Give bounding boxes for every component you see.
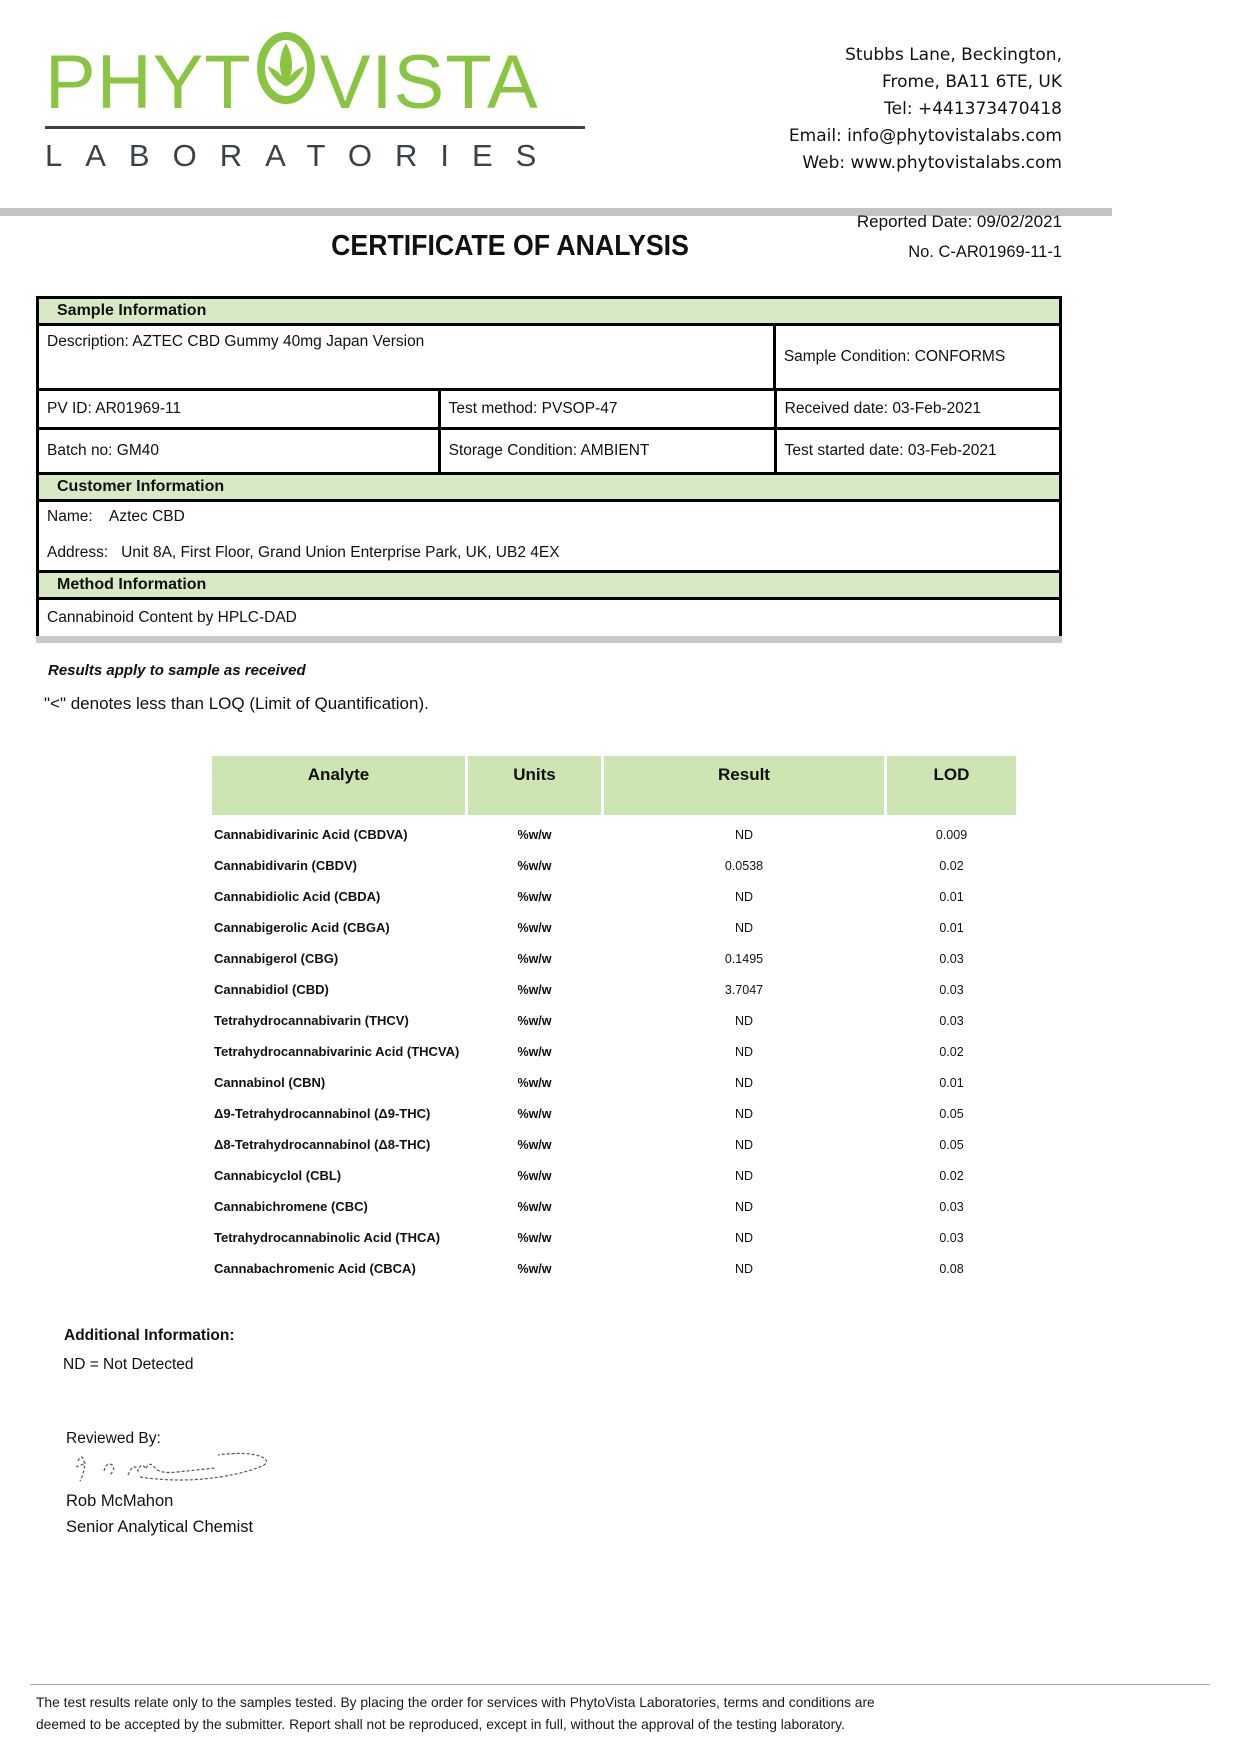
table-row [212,1191,1016,1222]
table-row [212,1253,1016,1284]
lod-value: 0.02 [939,1168,964,1183]
table-row [212,1222,1016,1253]
customer-address: Address: Unit 8A, First Floor, Grand Union Enterprise Park, UK, UB2 4EX [47,544,560,561]
table-row [212,1005,1016,1036]
lod-value: 0.01 [939,1075,964,1090]
reviewer-name: Rob McMahon [66,1492,174,1510]
table-row [212,1129,1016,1160]
lod-value: 0.009 [935,827,968,842]
lod-value: 0.03 [939,951,964,966]
sample-batch-row [36,427,1062,475]
signature-image [70,1447,280,1498]
result-value: ND [734,1261,754,1276]
lod-value: 0.02 [939,1044,964,1059]
result-value: 0.0538 [724,858,764,873]
units-value: %w/w [517,1168,552,1183]
analyte-name: Cannabigerolic Acid (CBGA) [214,920,390,935]
sample-description: Description: AZTEC CBD Gummy 40mg Japan Version [47,333,425,350]
footer-disclaimer-line1: The test results relate only to the samples tested. By placing the order for services with PhytoVista Laboratories, terms and conditions are [36,1695,875,1710]
footer-disclaimer-line2: deemed to be accepted by the submitter. Report shall not be reproduced, except in full, without the approval of the testing laboratory. [36,1717,845,1732]
reviewed-by-label: Reviewed By: [66,1430,161,1447]
batch-no: Batch no: GM40 [47,442,160,459]
analyte-name: Cannabichromene (CBC) [214,1199,368,1214]
analyte-name: Cannabicyclol (CBL) [214,1168,342,1183]
lod-value: 0.03 [939,1199,964,1214]
result-value: 3.7047 [724,982,764,997]
lod-value: 0.02 [939,858,964,873]
units-value: %w/w [517,1106,552,1121]
pv-id: PV ID: AR01969-11 [47,400,182,417]
units-value: %w/w [517,951,552,966]
lod-value: 0.01 [939,889,964,904]
test-started-date: Test started date: 03-Feb-2021 [774,430,1059,472]
analyte-name: Cannabidivarin (CBDV) [214,858,358,873]
sample-ids-row [36,388,1062,430]
result-value: ND [734,1013,754,1028]
result-value: 0.1495 [724,951,764,966]
results-table [212,756,1016,1284]
units-value: %w/w [517,1261,552,1276]
table-row [212,912,1016,943]
additional-info-title: Additional Information: [64,1327,235,1344]
method-name: Cannabinoid Content by HPLC-DAD [47,609,297,626]
sample-info-header: Sample Information [36,296,1062,326]
table-row [212,943,1016,974]
analyte-name: Cannabinol (CBN) [214,1075,326,1090]
table-row [212,1098,1016,1129]
table-row [212,881,1016,912]
col-header-result: Result [604,756,884,815]
analyte-name: Tetrahydrocannabivarin (THCV) [214,1013,409,1028]
customer-info-header: Customer Information [36,472,1062,502]
storage-condition: Storage Condition: AMBIENT [438,430,774,472]
lod-value: 0.03 [939,982,964,997]
table-row [212,1160,1016,1191]
table-row [212,819,1016,850]
table-row [212,1036,1016,1067]
brand-text-left: PHYT [45,40,252,125]
analyte-name: Δ8-Tetrahydrocannabinol (Δ8-THC) [214,1137,431,1152]
results-body [212,819,1016,1284]
footer-divider [30,1684,1210,1685]
result-value: ND [734,1137,754,1152]
contact-web: Web: www.phytovistalabs.com [802,153,1062,173]
col-header-lod: LOD [887,756,1016,815]
results-header-row [212,756,1016,815]
table-row [212,974,1016,1005]
sample-description-row [36,323,1062,391]
analyte-name: Cannabachromenic Acid (CBCA) [214,1261,416,1276]
customer-info-row [36,499,1062,573]
result-value: ND [734,1106,754,1121]
result-value: ND [734,827,754,842]
analyte-name: Cannabigerol (CBG) [214,951,339,966]
result-value: ND [734,1075,754,1090]
analyte-name: Tetrahydrocannabinolic Acid (THCA) [214,1230,441,1245]
leaf-icon [254,30,318,117]
analyte-name: Cannabidiolic Acid (CBDA) [214,889,381,904]
logo [45,30,590,174]
section-divider-bar [36,636,1062,643]
result-value: ND [734,1230,754,1245]
units-value: %w/w [517,1044,552,1059]
units-value: %w/w [517,858,552,873]
lod-value: 0.01 [939,920,964,935]
received-date: Received date: 03-Feb-2021 [774,391,1059,427]
lod-value: 0.03 [939,1230,964,1245]
result-value: ND [734,920,754,935]
units-value: %w/w [517,982,552,997]
page-title: CERTIFICATE OF ANALYSIS [331,230,689,262]
report-number: No. C-AR01969-11-1 [908,243,1062,261]
customer-name-address [39,502,1059,570]
method-info-header: Method Information [36,570,1062,600]
lod-value: 0.03 [939,1013,964,1028]
lab-contact-info [789,42,1062,177]
results-apply-note: Results apply to sample as received [48,662,306,679]
analyte-name: Cannabidivarinic Acid (CBDVA) [214,827,408,842]
reported-date: Reported Date: 09/02/2021 [856,212,1062,231]
contact-email: Email: info@phytovistalabs.com [788,126,1062,146]
info-table [36,296,1062,639]
logo-underline [45,126,585,129]
reviewer-title: Senior Analytical Chemist [66,1518,254,1536]
result-value: ND [734,889,754,904]
contact-address-line2: Frome, BA11 6TE, UK [881,72,1062,92]
result-value: ND [734,1044,754,1059]
footer-disclaimer [36,1692,1211,1736]
col-header-units: Units [468,756,601,815]
customer-name: Name: Aztec CBD [47,508,185,525]
sample-condition: Sample Condition: CONFORMS [773,326,1059,388]
nd-note: ND = Not Detected [63,1356,194,1373]
contact-address-line1: Stubbs Lane, Beckington, [845,45,1062,65]
units-value: %w/w [517,827,552,842]
method-row [36,597,1062,639]
units-value: %w/w [517,1075,552,1090]
units-value: %w/w [517,1199,552,1214]
brand-text-right: VISTA [319,40,539,125]
analyte-name: Tetrahydrocannabivarinic Acid (THCVA) [214,1044,460,1059]
table-row [212,850,1016,881]
analyte-name: Cannabidiol (CBD) [214,982,329,997]
brand-wordmark [45,30,590,125]
test-method: Test method: PVSOP-47 [438,391,774,427]
lod-value: 0.08 [939,1261,964,1276]
lod-value: 0.05 [939,1137,964,1152]
contact-tel: Tel: +441373470418 [884,99,1062,119]
loq-note: "<" denotes less than LOQ (Limit of Quantification). [44,694,429,713]
units-value: %w/w [517,920,552,935]
units-value: %w/w [517,1137,552,1152]
lod-value: 0.05 [939,1106,964,1121]
units-value: %w/w [517,1013,552,1028]
table-row [212,1067,1016,1098]
units-value: %w/w [517,1230,552,1245]
result-value: ND [734,1168,754,1183]
units-value: %w/w [517,889,552,904]
result-value: ND [734,1199,754,1214]
col-header-analyte: Analyte [212,756,465,815]
analyte-name: Δ9-Tetrahydrocannabinol (Δ9-THC) [214,1106,431,1121]
logo-subtitle: LABORATORIES [45,138,560,174]
